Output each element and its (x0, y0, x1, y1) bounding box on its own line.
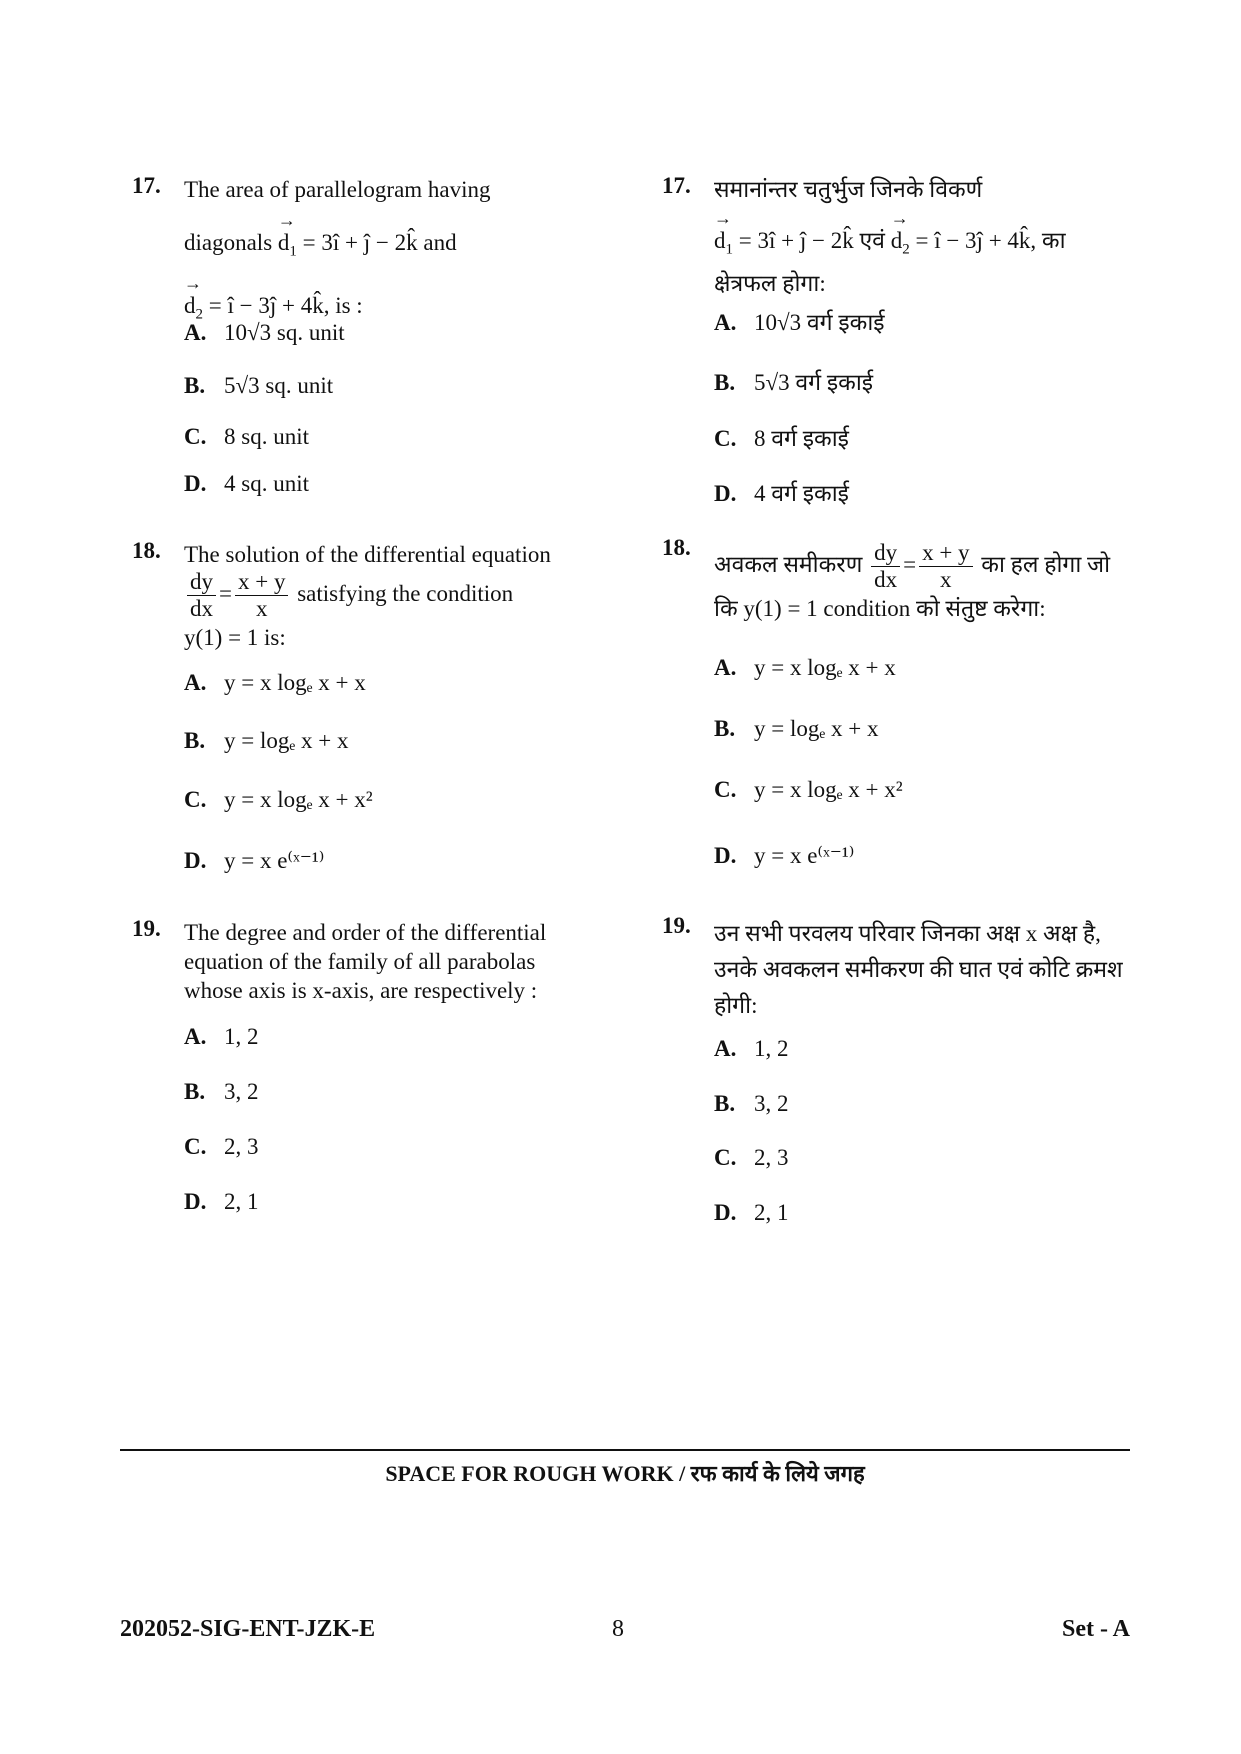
question-text (714, 175, 1124, 298)
option-a[interactable]: A. 1, 2 (184, 1024, 259, 1049)
option-d[interactable]: D. 4 sq. unit (184, 471, 309, 496)
option-c[interactable]: C. y = x logₑ x + x² (714, 777, 903, 802)
fraction-dy-dx: $\frac{dy}{dx}$ (187, 569, 216, 623)
option-a[interactable]: A. 10√3 sq. unit (184, 320, 345, 345)
option-d[interactable]: D. 2, 1 (184, 1189, 259, 1214)
vector-d2-expr: = î − 3ĵ + 4k̂ (915, 228, 1031, 253)
question-line (184, 228, 594, 267)
vector-d2-expr: = î − 3ĵ + 4k̂ (208, 292, 324, 318)
vector-d1-expr: = 3î + ĵ − 2k̂ (738, 228, 854, 253)
option-c[interactable]: C. 2, 3 (714, 1145, 789, 1170)
question-line: क्षेत्रफल होगा: (714, 270, 826, 296)
option-c[interactable]: C. 2, 3 (184, 1134, 259, 1159)
question-line: The solution of the differential equation (184, 542, 551, 567)
fraction-x-plus-y-over-x: $\frac{x + y}{x}$ (919, 540, 972, 594)
question-number: 17. (132, 173, 161, 198)
satisfying-text: satisfying the condition (297, 581, 514, 607)
question-number: 18. (132, 538, 161, 563)
option-a[interactable]: A. y = x logₑ x + x (184, 670, 366, 695)
ka-text: , का (1030, 228, 1066, 253)
rough-work-divider (120, 1449, 1130, 1451)
condition-text: y(1) = 1 is: (184, 624, 286, 650)
question-line: समानांन्तर चतुर्भुज जिनके विकर्ण (714, 177, 983, 202)
option-d[interactable]: D. y = x e⁽ˣ⁻¹⁾ (714, 843, 855, 868)
option-d[interactable]: D. y = x e⁽ˣ⁻¹⁾ (184, 848, 325, 873)
option-b[interactable]: B. 5√3 sq. unit (184, 373, 334, 398)
question-number: 19. (132, 916, 161, 941)
option-b[interactable]: B. y = logₑ x + x (184, 728, 349, 753)
option-d[interactable]: D. 4 वर्ग इकाई (714, 481, 849, 506)
option-a[interactable]: A. y = x logₑ x + x (714, 655, 896, 680)
diagonals-label: diagonals (184, 230, 273, 255)
pre-text: अवकल समीकरण (714, 552, 863, 578)
vector-d1: → $d_1$ (714, 226, 733, 265)
question-number: 18. (662, 535, 691, 560)
evam-text: एवं (859, 228, 885, 253)
option-b[interactable]: B. 5√3 वर्ग इकाई (714, 370, 874, 395)
question-text (184, 175, 594, 329)
is-text: , is : (323, 292, 363, 318)
option-d[interactable]: D. 2, 1 (714, 1200, 789, 1225)
post-text: का हल होगा जो (981, 552, 1111, 578)
question-line: अवकल समीकरण $\frac{dy}{dx}$ = $\frac{x + y}{x}$ का हल होगा जो (714, 540, 1111, 593)
question-text: The degree and order of the differential equation of the family of all parabolas whose axis is x-axis, are respectively : (184, 920, 547, 1003)
option-c[interactable]: C. y = x logₑ x + x² (184, 787, 373, 812)
fraction-dy-dx: $\frac{dy}{dx}$ (871, 540, 900, 594)
question-line (714, 226, 1124, 265)
question-number: 17. (662, 173, 691, 198)
set-label: Set - A (1062, 1616, 1130, 1642)
option-b[interactable]: B. 3, 2 (714, 1091, 789, 1116)
option-c[interactable]: C. 8 वर्ग इकाई (714, 426, 849, 451)
vector-d2: → $d_2$ (891, 226, 910, 265)
rough-work-label: SPACE FOR ROUGH WORK / रफ कार्य के लिये जगह (385, 1461, 865, 1486)
option-b[interactable]: B. 3, 2 (184, 1079, 259, 1104)
question-text: उन सभी परवलय परिवार जिनका अक्ष x अक्ष है, उनके अवकलन समीकरण की घात एवं कोटि क्रमश होगी: (714, 921, 1123, 1018)
vector-d1-expr: = 3î + ĵ − 2k̂ (302, 230, 418, 255)
option-a[interactable]: A. 1, 2 (714, 1036, 789, 1061)
page-number: 8 (612, 1616, 624, 1642)
question-line: $\frac{dy}{dx}$ = $\frac{x + y}{x}$ satisfying the condition (184, 569, 594, 623)
option-a[interactable]: A. 10√3 वर्ग इकाई (714, 310, 885, 335)
option-b[interactable]: B. y = logₑ x + x (714, 716, 879, 741)
and-text: and (423, 230, 457, 255)
question-text (714, 540, 1124, 623)
vector-d2: → $d_2$ (184, 291, 203, 330)
question-text (184, 540, 594, 652)
question-line: The area of parallelogram having (184, 177, 491, 202)
question-line: कि y(1) = 1 condition को संतुष्ट करेगा: (714, 595, 1046, 621)
option-c[interactable]: C. 8 sq. unit (184, 424, 309, 449)
vector-d1: → $d_1$ (278, 228, 297, 267)
question-number: 19. (662, 913, 691, 938)
fraction-x-plus-y-over-x: $\frac{x + y}{x}$ (235, 569, 288, 623)
footer-code: 202052-SIG-ENT-JZK-E (120, 1616, 376, 1642)
